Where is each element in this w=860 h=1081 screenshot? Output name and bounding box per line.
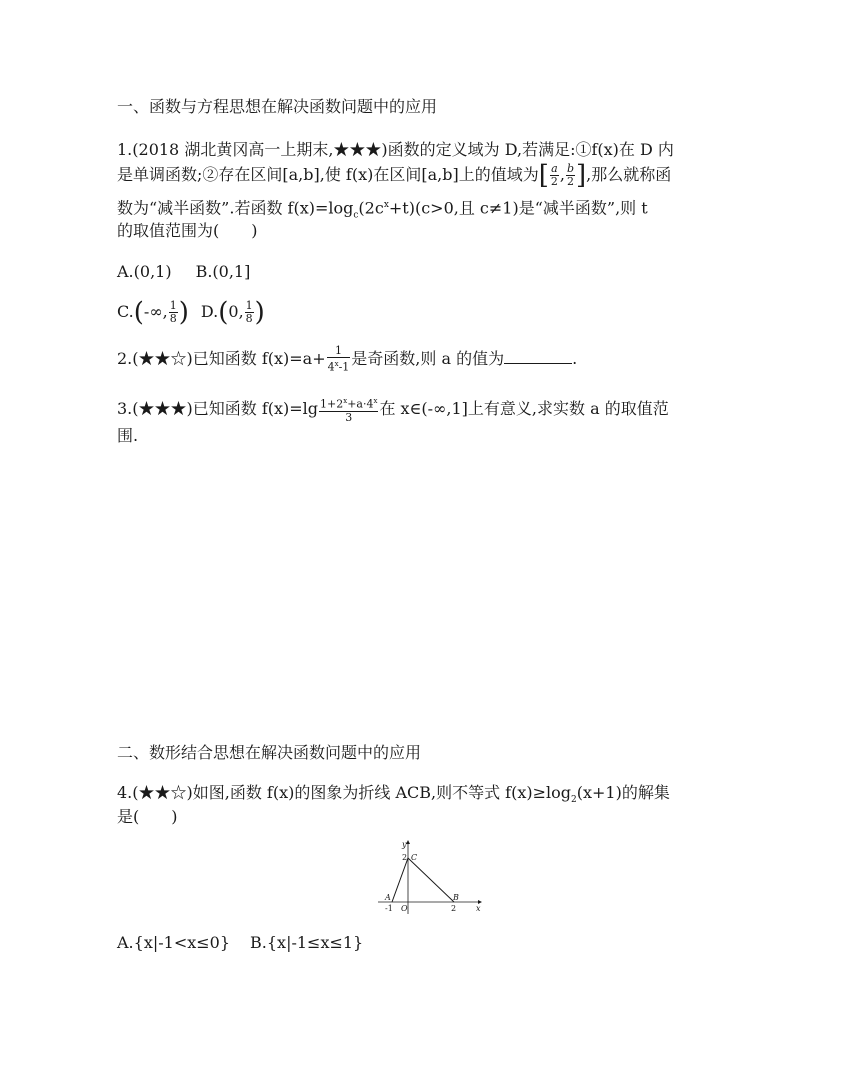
q1-option-a: A.(0,1) [117,262,172,281]
q1-option-c: C.(-∞, $\frac{1}{8}$ ) [117,297,189,328]
right-bracket: ] [576,160,587,191]
q1-line4: 的取值范围为( ) [117,221,258,240]
left-bracket: [ [538,160,549,191]
q3-fraction: $\frac{1+2^x+a\cdot 4^x}{3}$ [320,397,378,424]
q2-fraction: $\frac{1}{4^x-1}$ [327,344,350,374]
q4-line2: 是( ) [117,807,178,826]
q4-options [117,932,363,954]
function-graph-figure [372,838,488,916]
label-c: C [411,853,418,862]
label-a: A [385,893,391,902]
q1-line2: 是单调函数;②存在区间[a,b],使 f(x)在区间[a,b]上的值域为[ $\frac{a}{2}$ , $\frac{b}{2}$ ],那么就称函 [117,160,672,191]
fraction-b-over-2: $\frac{b}{2}$ [566,162,574,188]
label-x: x [476,904,481,913]
q1-line2a: 是单调函数;②存在区间[a,b],使 f(x)在区间[a,b]上的值域为 [117,165,539,184]
label-o: O [401,904,408,913]
y-axis-arrow [406,840,410,844]
polyline-acb [392,858,454,902]
section1-title: 一、函数与方程思想在解决函数问题中的应用 [117,97,438,116]
q2-line: 2.(★★☆)已知函数 f(x)=a+ $\frac{1}{4^x-1}$ 是奇函数,则 a 的值为 . [117,344,578,374]
q4-option-b: B.{x|-1≤x≤1} [250,933,364,952]
tick-neg1: -1 [385,904,393,913]
q4-line1: 4.(★★☆)如图,函数 f(x)的图象为折线 ACB,则不等式 $f(x)\ge\log_2(x+1)$的解集 [117,783,670,806]
q1-options-cd [117,297,265,328]
tick-2-y: 2 [402,853,408,862]
q3-line2: 围. [117,426,139,445]
q1-options-ab [117,261,250,283]
q1-line3: 数为“减半函数”.若函数 $f(x)=\log_c(2c^x+t)(c>0$,且 c≠1)是“减半函数”,则 t [117,198,648,221]
q1-line2b: ,那么就称函 [586,165,672,184]
fraction-a-over-2: $\frac{a}{2}$ [550,162,558,188]
q1-line1: 1.(2018 湖北黄冈高一上期末,★★★)函数的定义域为 D,若满足:①f(x)在 D 内 [117,140,674,159]
label-b: B [453,893,459,902]
section2-title: 二、数形结合思想在解决函数问题中的应用 [117,743,422,762]
q3-line1: 3.(★★★)已知函数 f(x)=lg $\frac{1+2^x+a\cdot 4^x}{3}$ 在 x∈(-∞,1]上有意义,求实数 a 的取值范 [117,397,669,424]
answer-blank[interactable] [504,349,572,364]
label-y: y [402,840,407,849]
q1-option-b: B.(0,1] [195,262,251,281]
tick-2-x: 2 [451,904,457,913]
q1-option-d: D.(0, $\frac{1}{8}$ ) [200,297,265,328]
q4-option-a: A.{x|-1<x≤0} [117,933,231,952]
